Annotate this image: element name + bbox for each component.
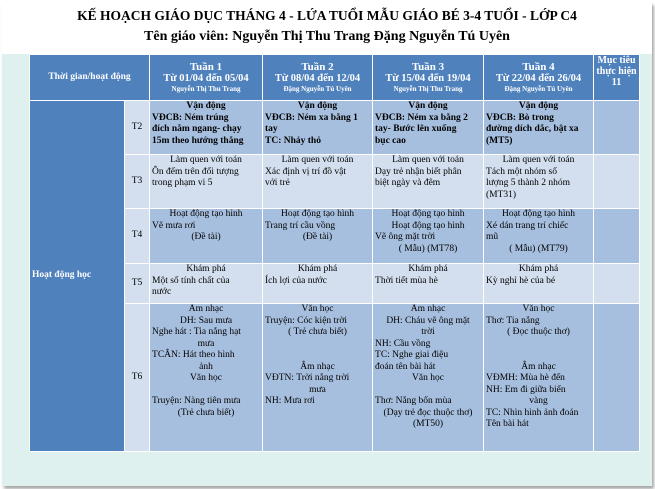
cell-line: Âm nhạc	[410, 304, 446, 314]
week-range: Từ 08/04 đến 12/04	[274, 73, 361, 84]
cell-line: Khám phá	[518, 264, 559, 274]
header-week-4	[484, 55, 594, 101]
cell-line: Vận động	[297, 101, 338, 111]
cell-line: TC: Nghe giai điệu	[375, 350, 449, 360]
plan-cell	[263, 209, 373, 264]
cell-line: Dạy trẻ nhận biết phân	[375, 166, 462, 177]
cell-line: biệt ngày và đêm	[375, 178, 441, 188]
plan-cell	[373, 101, 484, 155]
page-title: KẾ HOẠCH GIÁO DỤC THÁNG 4 - LỨA TUỔI MẪU GIÁO BÉ 3-4 TUỔI - LỚP C4	[77, 8, 577, 23]
cell-line: Vẽ ông mặt trời	[375, 232, 436, 242]
cell-line: bục cao	[375, 135, 406, 146]
plan-cell	[484, 101, 594, 155]
plan-cell	[263, 264, 373, 304]
cell-line: VĐCB: Bò trong	[486, 112, 554, 123]
cell-line: (MT5)	[486, 135, 513, 146]
cell-line: ảnh	[199, 361, 213, 372]
cell-line: TCÂN: Hát theo hình	[152, 350, 235, 360]
cell-line	[486, 350, 591, 362]
cell-line: Khám phá	[408, 264, 448, 274]
cell-line: trời	[421, 327, 435, 337]
cell-line: tay- Bước lên xuống	[375, 124, 457, 134]
cell-line: tay	[265, 124, 278, 134]
day-cell: T4	[125, 209, 150, 264]
cell-line: Làm quen với toán	[502, 155, 575, 165]
cell-line: VĐCB: Ném xa bằng 1	[265, 112, 358, 123]
plan-cell	[150, 264, 263, 304]
cell-line: với trẻ	[265, 178, 290, 188]
plan-cell	[373, 264, 484, 304]
cell-line: Tên bài hát	[486, 419, 529, 429]
cell-line: Làm quen với toán	[281, 155, 354, 165]
cell-line: VĐCB: Ném trúng	[152, 112, 229, 123]
cell-line: VĐCB: Ném xa bằng 2	[375, 112, 468, 123]
week-name: Tuần 3	[411, 61, 445, 73]
cell-line: Xé dán trang trí chiếc	[486, 220, 569, 231]
goal-cell	[594, 304, 640, 452]
plan-cell	[373, 209, 484, 264]
week-range: Từ 15/04 đến 19/04	[385, 73, 471, 84]
cell-line: (Trẻ chưa biết)	[177, 407, 235, 418]
cell-line: Thời tiết mùa hè	[375, 275, 438, 286]
plan-cell	[484, 155, 594, 209]
plan-cell	[484, 304, 594, 452]
cell-line: mũ	[486, 232, 499, 242]
cell-line: Âm nhạc	[300, 361, 335, 372]
cell-line: ( Mẫu) (MT78)	[398, 243, 458, 254]
cell-line: Vận động	[408, 101, 448, 111]
week-name: Tuần 1	[189, 61, 223, 73]
day-cell: T6	[125, 304, 150, 452]
cell-line: đoán tên bài hát	[375, 361, 436, 372]
cell-line: Thơ: Tia nắng	[486, 315, 540, 326]
cell-line	[486, 339, 591, 351]
goal-cell	[594, 264, 640, 304]
cell-line: TC: Nhìn hình ảnh đoán	[486, 407, 579, 418]
cell-line: Vận động	[186, 101, 226, 111]
cell-line: Khám phá	[186, 264, 226, 274]
cell-line: mưa	[309, 384, 326, 395]
cell-line: mưa	[197, 338, 215, 349]
plan-page	[2, 2, 652, 486]
cell-line	[152, 385, 260, 397]
cell-line: Vẽ mưa rơi	[152, 220, 196, 231]
cell-line: Xác định vị trí đồ vật	[265, 166, 347, 177]
cell-line: (Dạy trẻ đọc thuộc thơ)	[383, 407, 473, 418]
plan-cell	[373, 304, 484, 452]
activity-label: Hoạt động học	[30, 101, 125, 452]
plan-cell	[484, 264, 594, 304]
cell-line: Ích lợi của nước	[265, 275, 327, 286]
cell-line: Kỳ nghỉ hè của bé	[486, 275, 556, 286]
cell-line: vàng	[529, 396, 548, 406]
week-range: Từ 22/04 đến 26/04	[495, 73, 582, 84]
cell-line: Âm nhạc	[521, 361, 556, 372]
plan-cell	[150, 155, 263, 209]
week-range: Từ 01/04 đến 05/04	[163, 73, 249, 84]
header-goal: Mục tiêu thực hiện 11	[594, 55, 640, 101]
cell-line: ( Đọc thuộc thơ)	[507, 327, 570, 337]
goal-cell	[594, 209, 640, 264]
plan-cell	[150, 304, 263, 452]
cell-line: lượng 5 thành 2 nhóm	[486, 178, 571, 188]
cell-line: Âm nhạc	[188, 304, 224, 314]
cell-line	[375, 385, 481, 397]
header-time-activity: Thời gian/hoạt động	[30, 55, 150, 101]
teachers-line: Tên giáo viên: Nguyễn Thị Thu Trang Đặng Nguyễn Tú Uyên	[144, 29, 510, 44]
cell-line: đường dích dắc, bật xa	[486, 124, 579, 134]
cell-line: Một số tính chất của	[152, 275, 230, 286]
cell-line	[265, 339, 370, 351]
plan-cell	[150, 101, 263, 155]
cell-line: Hoạt động tạo hình	[169, 209, 243, 219]
plan-cell	[263, 304, 373, 452]
cell-line: (MT50)	[412, 419, 444, 429]
cell-line: ( Trẻ chưa biết)	[288, 327, 347, 337]
header-week-2	[263, 55, 373, 101]
cell-line: Truyện: Nàng tiên mưa	[152, 396, 241, 406]
cell-line: Hoạt động tạo hình	[391, 209, 465, 219]
cell-line: Trang trí cầu vồng	[265, 220, 336, 231]
day-cell: T5	[125, 264, 150, 304]
cell-line: nước	[152, 287, 172, 297]
cell-line: VĐMH: Mùa hè đến	[486, 373, 565, 383]
cell-line: Truyện: Cóc kiện trời	[265, 315, 348, 326]
week-name: Tuần 2	[301, 61, 334, 73]
cell-line: Văn học	[412, 373, 444, 383]
cell-line: VĐTN: Trời nắng trời	[265, 373, 350, 383]
cell-line: NH: Mưa rơi	[265, 396, 315, 406]
cell-line: NH: Em đi giữa biển	[486, 384, 566, 395]
plan-table	[29, 54, 640, 452]
plan-cell	[484, 209, 594, 264]
cell-line: Văn học	[522, 304, 555, 314]
cell-line: Hoạt động tạo hình	[391, 220, 465, 231]
plan-cell	[373, 155, 484, 209]
cell-line: Vận động	[518, 101, 559, 111]
day-cell: T3	[125, 155, 150, 209]
cell-line: Nghe hát : Tia nắng hạt	[152, 327, 241, 337]
cell-line: Văn học	[190, 373, 222, 383]
week-teacher: Nguyễn Thị Thu Trang	[171, 85, 241, 93]
cell-line: ( Mẫu) (MT79)	[509, 243, 568, 254]
header-week-1	[150, 55, 263, 101]
cell-line: NH: Cầu vồng	[375, 338, 431, 349]
plan-cell	[150, 209, 263, 264]
cell-line: (Đề tài)	[191, 232, 221, 242]
cell-line: Ôn đếm trên đối tượng	[152, 166, 239, 177]
day-cell: T2	[125, 101, 150, 155]
cell-line: Làm quen với toán	[392, 155, 464, 165]
plan-cell	[263, 101, 373, 155]
week-teacher: Đặng Nguyễn Tú Uyên	[283, 85, 352, 93]
header-week-3	[373, 55, 484, 101]
cell-line: Hoạt động tạo hình	[280, 209, 355, 219]
cell-line: Khám phá	[297, 264, 338, 274]
cell-line: 15m theo hướng thẳng	[152, 135, 244, 146]
cell-line	[265, 350, 370, 362]
cell-line: Tách một nhóm số	[486, 166, 557, 177]
goal-cell	[594, 101, 640, 155]
cell-line: Thơ: Nắng bốn mùa	[375, 396, 452, 406]
cell-line: Hoạt động tạo hình	[501, 209, 576, 219]
cell-line: TC: Nhảy thỏ	[265, 135, 321, 146]
cell-line: DH: Sau mưa	[179, 315, 233, 326]
cell-line: đích nằm ngang- chạy	[152, 124, 242, 134]
cell-line: (MT31)	[486, 189, 517, 200]
week-teacher: Đặng Nguyễn Tú Uyên	[504, 85, 573, 93]
goal-cell	[594, 155, 640, 209]
plan-cell	[263, 155, 373, 209]
cell-line: trong phạm vi 5	[152, 178, 213, 188]
week-name: Tuần 4	[522, 61, 555, 73]
cell-line: (Đề tài)	[302, 232, 333, 242]
cell-line: Văn học	[301, 304, 334, 314]
week-teacher: Nguyễn Thị Thu Trang	[393, 85, 463, 93]
cell-line: Làm quen với toán	[170, 155, 242, 165]
cell-line: DH: Cháu vẽ ông mặt	[386, 315, 470, 326]
